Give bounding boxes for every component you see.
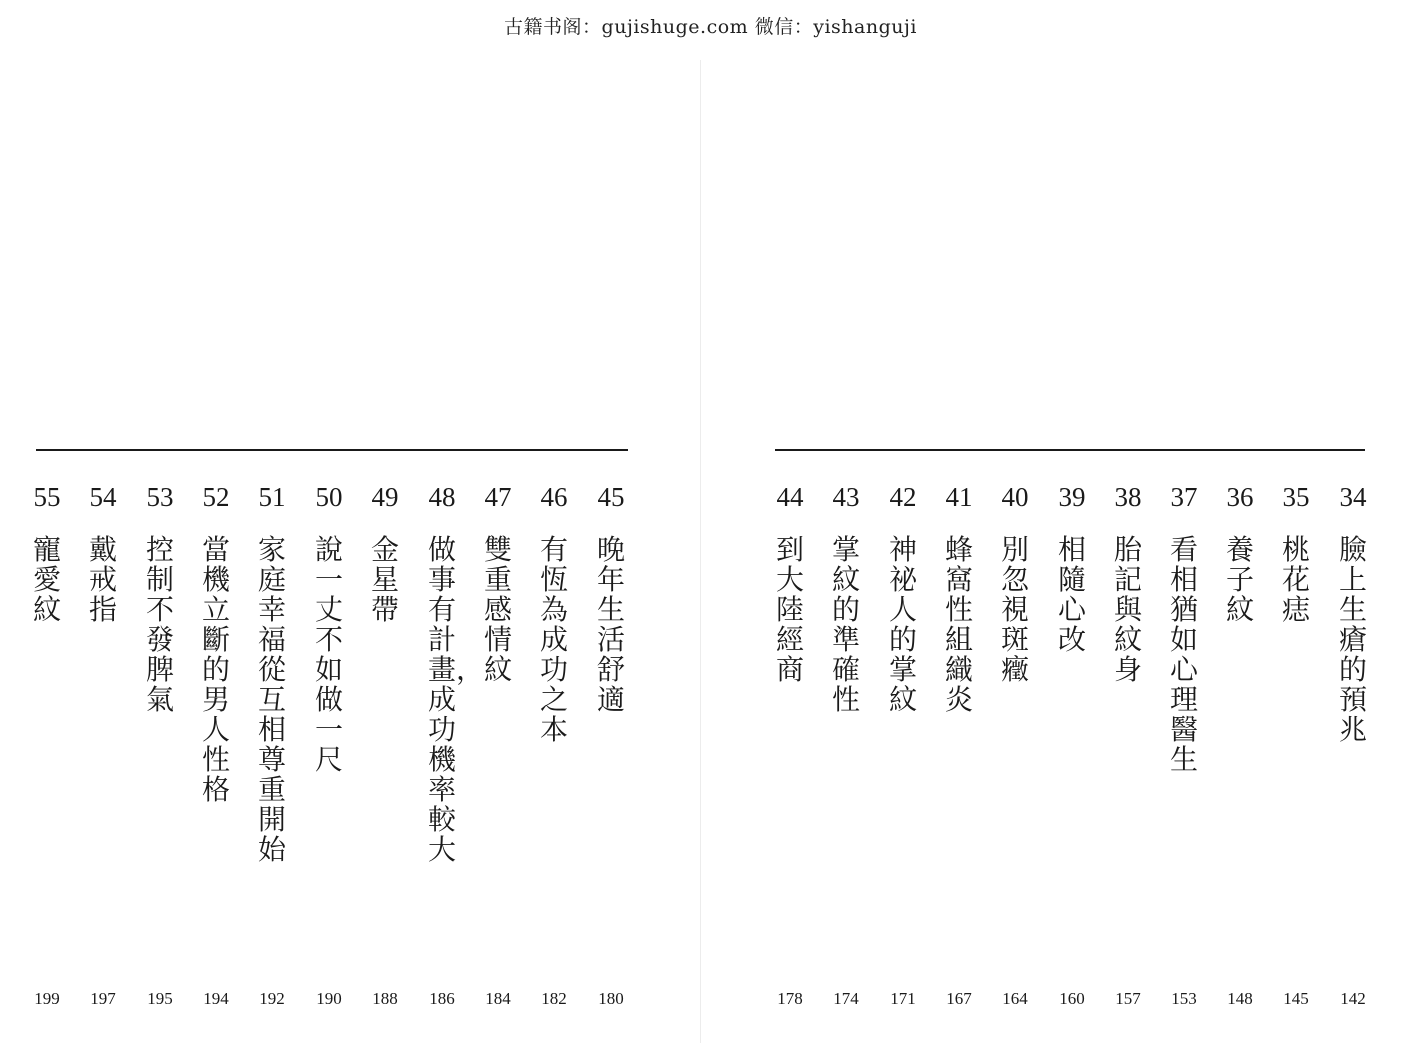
page-number: 182 [541,989,567,1008]
page-number: 167 [946,989,972,1008]
toc-entry-38 [1100,478,1156,1018]
chapter-number: 34 [1339,482,1367,512]
toc-entry-36 [1212,478,1268,1018]
page-number: 148 [1227,989,1253,1008]
chapter-number: 49 [371,482,399,512]
chapter-title: 做事有計畫，成功機率較大 [428,533,485,866]
toc-entry-53 [132,478,188,1018]
page-number: 164 [1002,989,1028,1008]
chapter-title: 到大陸經商 [776,533,805,686]
toc-entry-35 [1268,478,1324,1018]
toc-entry-37 [1156,478,1212,1018]
chapter-number: 47 [484,482,512,512]
chapter-title: 神祕人的掌紋 [889,533,918,716]
toc-entry-46 [526,478,582,1018]
page-number: 190 [316,989,342,1008]
page-number: 157 [1115,989,1141,1008]
toc-entry-44 [762,478,818,1018]
toc-entry-42 [875,478,931,1018]
chapter-title: 家庭幸福從互相尊重開始 [258,533,287,866]
chapter-number: 35 [1282,482,1310,512]
chapter-title: 金星帶 [371,533,400,626]
chapter-number: 40 [1001,482,1029,512]
chapter-number: 48 [428,482,456,512]
page-number: 199 [34,989,60,1008]
chapter-title: 晚年生活舒適 [597,533,626,716]
toc-entry-45 [583,478,639,1018]
toc-entry-40 [987,478,1043,1018]
chapter-title: 控制不發脾氣 [146,533,175,716]
toc-entry-50 [301,478,357,1018]
chapter-title: 臉上生瘡的預兆 [1339,533,1368,746]
toc-entry-47 [470,478,526,1018]
toc-entry-48 [414,478,485,1018]
page-number: 197 [90,989,116,1008]
page-number: 160 [1059,989,1085,1008]
chapter-number: 44 [776,482,804,512]
chapter-title: 有恆為成功之本 [540,533,569,746]
chapter-title: 桃花痣 [1282,533,1311,626]
chapter-number: 45 [597,482,625,512]
page-number: 171 [890,989,916,1008]
page-number: 142 [1340,989,1366,1008]
page-number: 178 [777,989,803,1008]
toc-entry-54 [75,478,131,1018]
chapter-number: 46 [540,482,568,512]
page-number: 188 [372,989,398,1008]
toc-entry-51 [244,478,300,1018]
chapter-number: 42 [889,482,917,512]
chapter-number: 36 [1226,482,1254,512]
chapter-title: 說一丈不如做一尺 [315,533,344,776]
page-number: 192 [259,989,285,1008]
toc-entry-43 [818,478,874,1018]
left-page-rule [36,449,628,451]
chapter-number: 50 [315,482,343,512]
page-number: 180 [598,989,624,1008]
chapter-title: 掌紋的準確性 [832,533,861,716]
chapter-number: 52 [202,482,230,512]
chapter-number: 54 [89,482,117,512]
toc-entry-34 [1325,478,1381,1018]
toc-entry-39 [1044,478,1100,1018]
chapter-title: 胎記與紋身 [1114,533,1143,686]
page-number: 184 [485,989,511,1008]
chapter-number: 39 [1058,482,1086,512]
page-number: 186 [429,989,455,1008]
chapter-title: 雙重感情紋 [484,533,513,686]
chapter-title: 蜂窩性組織炎 [945,533,974,716]
chapter-title: 相隨心改 [1058,533,1087,656]
watermark-header: 古籍书阁：gujishuge.com 微信：yishanguji [504,16,917,38]
page-number: 153 [1171,989,1197,1008]
chapter-number: 51 [258,482,286,512]
chapter-number: 53 [146,482,174,512]
chapter-number: 55 [33,482,61,512]
toc-entry-52 [188,478,244,1018]
chapter-number: 41 [945,482,973,512]
chapter-title: 養子紋 [1226,533,1255,626]
page-number: 145 [1283,989,1309,1008]
chapter-number: 38 [1114,482,1142,512]
page-number: 195 [147,989,173,1008]
chapter-title: 看相猶如心理醫生 [1170,533,1199,776]
right-page-rule [775,449,1365,451]
page-number: 194 [203,989,229,1008]
page-gutter [700,60,701,1043]
chapter-title: 當機立斷的男人性格 [202,533,231,806]
page-number: 174 [833,989,859,1008]
chapter-title: 別忽視斑癥 [1001,533,1030,686]
toc-entry-55 [19,478,75,1018]
toc-entry-49 [357,478,413,1018]
chapter-title: 寵愛紋 [33,533,62,626]
chapter-number: 43 [832,482,860,512]
toc-entry-41 [931,478,987,1018]
chapter-number: 37 [1170,482,1198,512]
chapter-title: 戴戒指 [89,533,118,626]
